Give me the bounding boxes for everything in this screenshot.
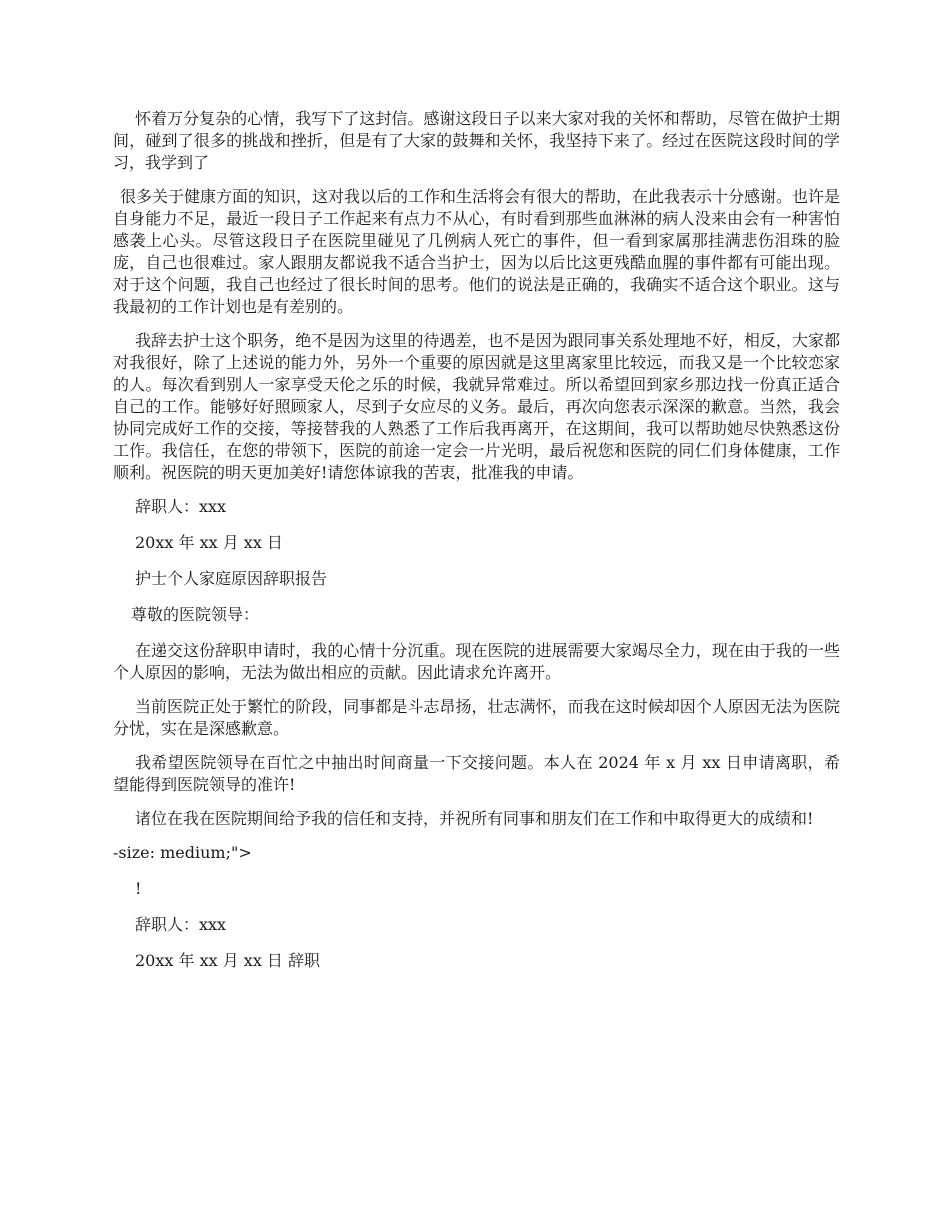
exclamation-line: !	[135, 879, 142, 898]
paragraph-submission: 在递交这份辞职申请时，我的心情十分沉重。现在医院的进展需要大家竭尽全力，现在由于我的一些个人原因的影响，无法为做出相应的贡献。因此请求允许离开。	[113, 641, 840, 682]
paragraph-knowledge: 很多关于健康方面的知识，这对我以后的工作和生活将会有很大的帮助，在此我表示十分感谢。也许是自身能力不足，最近一段日子工作起来有点力不从心，有时看到那些血淋淋的病人没来由会有一种害怕感袭上心头。尽管这段日子在医院里碰见了几例病人死亡的事件，但一看到家属那挂满悲伤泪珠的脸庞，自己也很难过。家人跟朋友都说我不适合当护士，因为以后比这更残酷血腥的事件都有可能出现。对于这个问题，我自己也经过了很长时间的思考。他们的说法是正确的，我确实不适合这个职业。这与我最初的工作计划也是有差别的。	[113, 187, 841, 316]
signature-line-2: 辞职人：xxx	[135, 915, 227, 934]
second-report-title: 护士个人家庭原因辞职报告	[135, 569, 328, 588]
date-line-2: 20xx 年 xx 月 xx 日 辞职	[135, 951, 321, 970]
paragraph-reasons: 我辞去护士这个职务，绝不是因为这里的待遇差，也不是因为跟同事关系处理地不好，相反，大家都对我很好，除了上述说的能力外，另外一个重要的原因就是这里离家里比较远，而我又是一个比较恋家的人。每次看到别人一家享受天伦之乐的时候，我就异常难过。所以希望回到家乡那边找一份真正适合自己的工作。能够好好照顾家人，尽到子女应尽的义务。最后，再次向您表示深深的歉意。当然，我会协同完成好工作的交接，等接替我的人熟悉了工作后我再离开，在这期间，我可以帮助她尽快熟悉这份工作。我信任，在您的带领下，医院的前途一定会一片光明，最后祝您和医院的同仁们身体健康，工作顺利。祝医院的明天更加美好!请您体谅我的苦衷，批准我的申请。	[113, 331, 840, 482]
salutation: 尊敬的医院领导：	[131, 605, 260, 624]
paragraph-handover: 我希望医院领导在百忙之中抽出时间商量一下交接问题。本人在 2024 年 x 月 xx 日申请离职，希望能得到医院领导的准许!	[113, 753, 840, 794]
paragraph-thanks: 诸位在我在医院期间给予我的信任和支持，并祝所有同事和朋友们在工作和中取得更大的成绩和!	[135, 809, 814, 828]
stray-markup-text: -size: medium;">	[113, 843, 252, 862]
paragraph-opening: 怀着万分复杂的心情，我写下了这封信。感谢这段日子以来大家对我的关怀和帮助，尽管在做护士期间，碰到了很多的挑战和挫折，但是有了大家的鼓舞和关怀，我坚持下来了。经过在医院这段时间的学习，我学到了	[113, 109, 840, 172]
paragraph-busy-period: 当前医院正处于繁忙的阶段，同事都是斗志昂扬，壮志满怀，而我在这时候却因个人原因无法为医院分忧，实在是深感歉意。	[113, 697, 840, 738]
document-page	[113, 108, 840, 986]
signature-line: 辞职人：xxx	[135, 497, 227, 516]
date-line: 20xx 年 xx 月 xx 日	[135, 533, 283, 552]
